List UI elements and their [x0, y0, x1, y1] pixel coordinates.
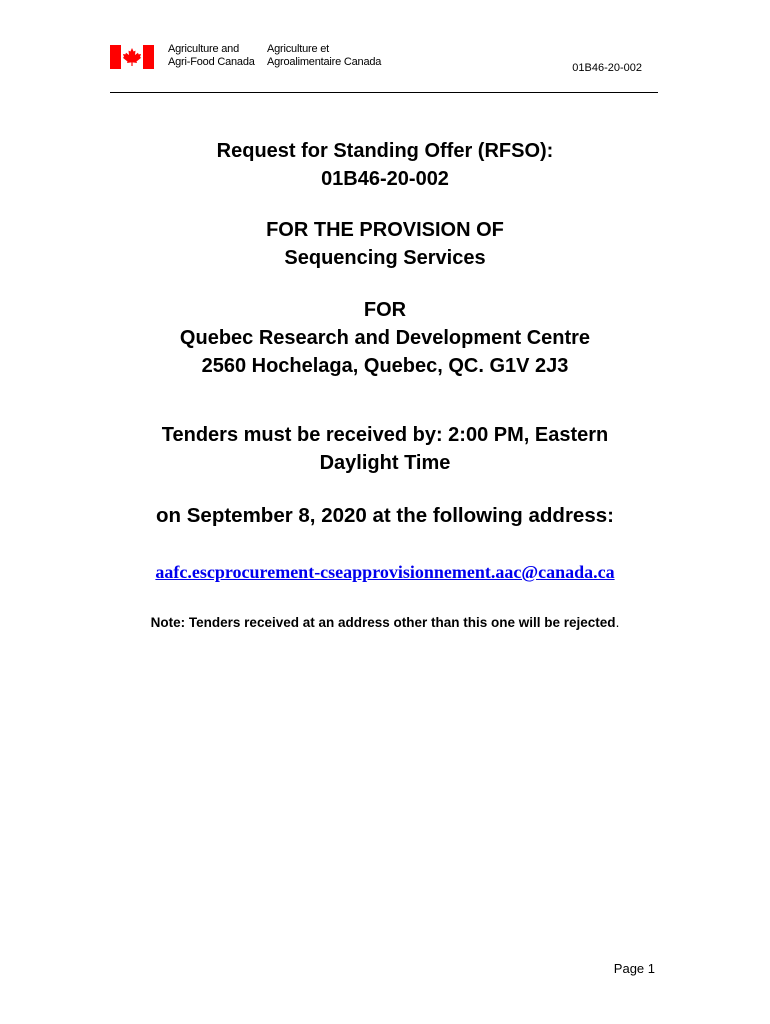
dept-en-line2: Agri-Food Canada	[168, 56, 255, 68]
rejection-note	[0, 615, 770, 630]
centre-line2: 2560 Hochelaga, Quebec, QC. G1V 2J3	[201, 355, 569, 377]
document-id: 01B46-20-002	[572, 62, 642, 74]
centre-line1: Quebec Research and Development Centre	[179, 327, 591, 349]
deadline-block	[0, 421, 770, 477]
rfso-title	[0, 137, 770, 193]
department-name-french	[267, 43, 381, 69]
deadline-line1: Tenders must be received by: 2:00 PM, Eastern	[161, 424, 609, 446]
note-period: .	[615, 615, 620, 630]
department-name-english	[168, 43, 255, 69]
note-text: Note: Tenders received at an address other than this one will be rejected	[150, 615, 616, 630]
deadline-line2: Daylight Time	[319, 452, 451, 474]
submission-email-link[interactable]: aafc.escprocurement-cseapprovisionnement.aac@canada.ca	[155, 562, 615, 582]
title-line2: 01B46-20-002	[321, 168, 449, 190]
title-line1: Request for Standing Offer (RFSO):	[216, 140, 554, 162]
centre-block	[0, 296, 770, 380]
date-line: on September 8, 2020 at the following address:	[156, 504, 614, 527]
dept-fr-line1: Agriculture et	[267, 43, 330, 55]
provision-block	[0, 216, 770, 272]
provision-line2: Sequencing Services	[284, 247, 486, 269]
canada-flag-icon	[110, 45, 154, 69]
dept-fr-line2: Agroalimentaire Canada	[267, 56, 382, 68]
for-line: FOR	[363, 299, 407, 321]
email-container	[0, 562, 770, 583]
provision-line1: FOR THE PROVISION OF	[266, 219, 504, 241]
dept-en-line1: Agriculture and	[168, 43, 239, 55]
document-header	[110, 40, 658, 93]
page-number: Page 1	[613, 961, 655, 976]
